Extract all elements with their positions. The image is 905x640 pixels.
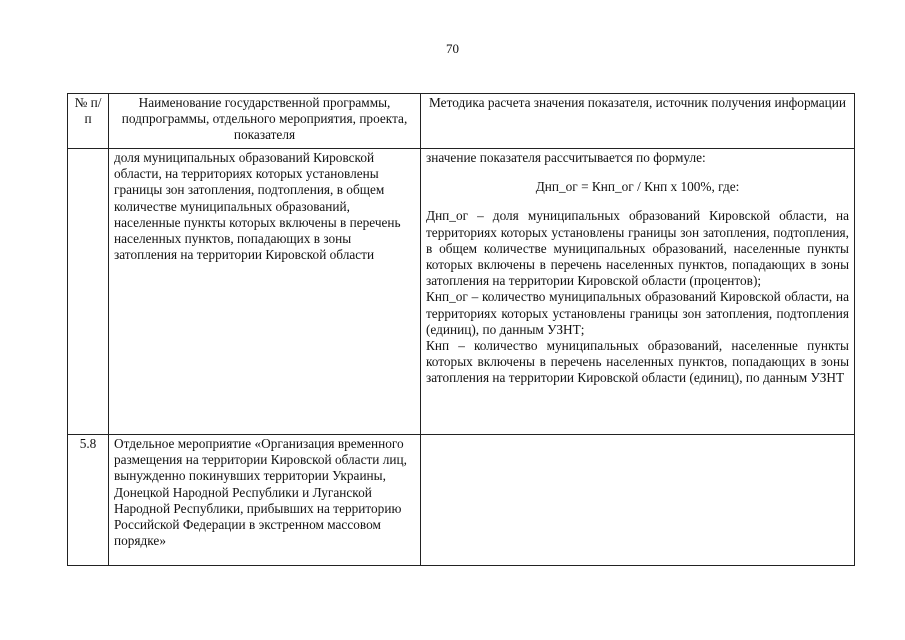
method-definition-2: Кнп_ог – количество муниципальных образований Кировской области, на территориях которых установлены границы зон затопления, подтопления (единиц), по данным УЗНТ; xyxy=(426,289,849,337)
row-method xyxy=(421,149,855,435)
table-row xyxy=(68,149,855,435)
method-definition-3: Кнп – количество муниципальных образований, населенные пункты которых включены в перечень населенных пунктов, попадающих в зоны затопления на территории Кировской области (единиц), по данным УЗНТ xyxy=(426,338,849,386)
page-number: 70 xyxy=(446,41,459,56)
indicator-table xyxy=(67,93,855,566)
table-header-row xyxy=(68,94,855,149)
header-number: № п/п xyxy=(68,94,109,149)
table-row xyxy=(68,435,855,566)
header-name: Наименование государственной программы, подпрограммы, отдельного мероприятия, проекта, показателя xyxy=(109,94,421,149)
method-intro: значение показателя рассчитывается по формуле: xyxy=(426,150,706,165)
row-number xyxy=(68,149,109,435)
row-name: Отдельное мероприятие «Организация временного размещения на территории Кировской области лиц, вынужденно покинувших территории Украины, Донецкой Народной Республики и Луганской Народной Республики, прибывших на территорию Российской Федерации в экстренном массовом порядке» xyxy=(109,435,421,566)
header-method: Методика расчета значения показателя, источник получения информации xyxy=(421,94,855,149)
method-definition-1: Днп_ог – доля муниципальных образований Кировской области, на территориях которых установлены границы зон затопления, подтопления, в общем количестве муниципальных образований, населенные пункты которых включены в перечень населенных пунктов, попадающих в зоны затопления на территории Кировской области (процентов); xyxy=(426,208,849,289)
method-formula: Днп_ог = Кнп_ог / Кнп х 100%, где: xyxy=(535,179,740,195)
row-method xyxy=(421,435,855,566)
row-name: доля муниципальных образований Кировской области, на территориях которых установлены границы зон затопления, подтопления, в общем количестве муниципальных образований, населенные пункты которых включены в перечень населенных пунктов, попадающих в зоны затопления на территории Кировской области xyxy=(109,149,421,435)
row-number: 5.8 xyxy=(68,435,109,566)
